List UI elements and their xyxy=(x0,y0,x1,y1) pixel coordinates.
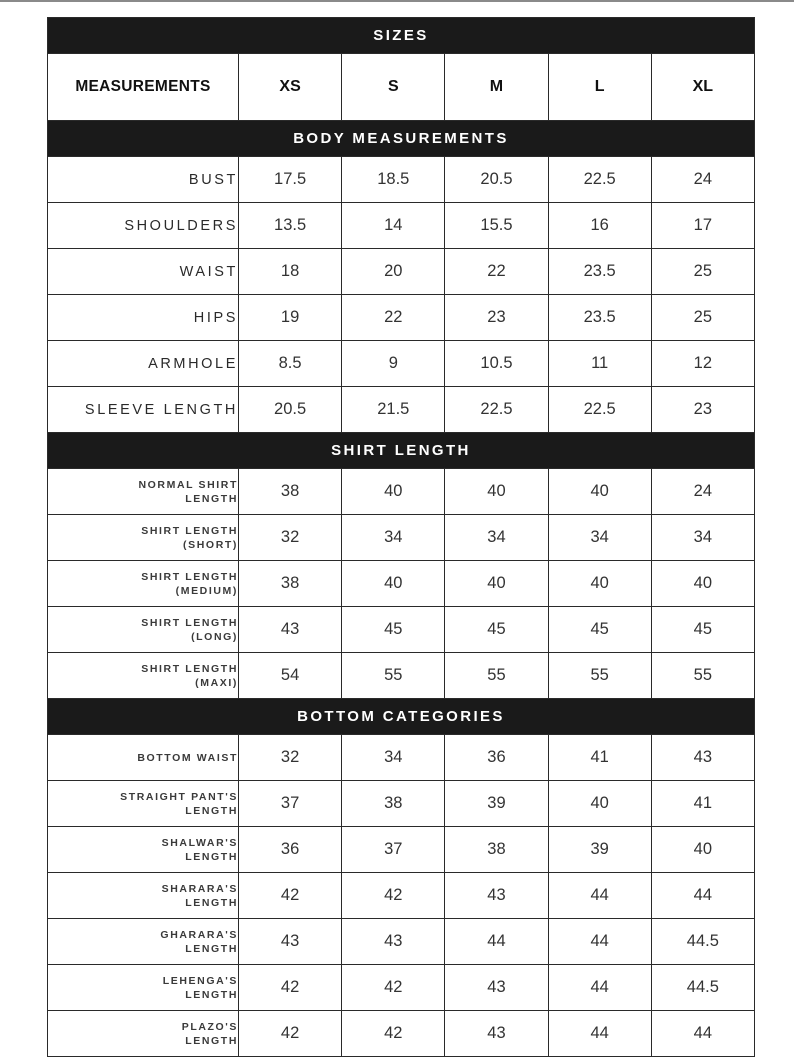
size-value-cell: 11 xyxy=(548,341,651,387)
table-row xyxy=(48,735,755,781)
size-value-cell: 43 xyxy=(651,735,754,781)
size-value-cell: 42 xyxy=(342,873,445,919)
table-row xyxy=(48,249,755,295)
row-label-line: LENGTH xyxy=(185,804,238,817)
size-value-cell: 44 xyxy=(445,919,548,965)
row-label xyxy=(48,735,239,781)
size-value-cell: 40 xyxy=(342,469,445,515)
size-value-cell: 21.5 xyxy=(342,387,445,433)
size-value-cell: 44.5 xyxy=(651,919,754,965)
size-value-cell: 43 xyxy=(445,965,548,1011)
size-value-cell: 34 xyxy=(342,735,445,781)
row-label-line: BUST xyxy=(188,171,238,188)
table-row xyxy=(48,515,755,561)
row-label-line: LEHENGA'S xyxy=(162,974,238,987)
size-value-cell: 41 xyxy=(548,735,651,781)
table-row xyxy=(48,157,755,203)
row-label-line: WAIST xyxy=(179,263,238,280)
row-label xyxy=(48,515,239,561)
size-value-cell: 8.5 xyxy=(239,341,342,387)
size-value-cell: 22 xyxy=(445,249,548,295)
size-chart-table xyxy=(47,17,755,1057)
size-value-cell: 40 xyxy=(651,561,754,607)
row-label xyxy=(48,469,239,515)
size-value-cell: 32 xyxy=(239,735,342,781)
table-row xyxy=(48,965,755,1011)
size-value-cell: 25 xyxy=(651,295,754,341)
size-value-cell: 25 xyxy=(651,249,754,295)
size-value-cell: 22.5 xyxy=(548,157,651,203)
size-value-cell: 38 xyxy=(445,827,548,873)
size-value-cell: 42 xyxy=(342,1011,445,1057)
table-row xyxy=(48,919,755,965)
row-label-line: (MAXI) xyxy=(195,676,238,689)
row-label xyxy=(48,873,239,919)
row-label xyxy=(48,203,239,249)
size-value-cell: 43 xyxy=(239,607,342,653)
row-label xyxy=(48,295,239,341)
row-label-line: LENGTH xyxy=(185,988,238,1001)
row-label xyxy=(48,249,239,295)
size-value-cell: 14 xyxy=(342,203,445,249)
size-value-cell: 24 xyxy=(651,157,754,203)
size-value-cell: 40 xyxy=(548,781,651,827)
size-value-cell: 43 xyxy=(445,873,548,919)
table-row xyxy=(48,341,755,387)
size-value-cell: 38 xyxy=(342,781,445,827)
size-value-cell: 18.5 xyxy=(342,157,445,203)
size-value-cell: 16 xyxy=(548,203,651,249)
sizes-header-bar xyxy=(48,18,755,54)
row-label-line: LENGTH xyxy=(185,850,238,863)
row-label xyxy=(48,341,239,387)
size-value-cell: 54 xyxy=(239,653,342,699)
size-value-cell: 9 xyxy=(342,341,445,387)
row-label-line: SLEEVE LENGTH xyxy=(84,401,238,418)
row-label xyxy=(48,827,239,873)
size-value-cell: 36 xyxy=(239,827,342,873)
size-value-cell: 41 xyxy=(651,781,754,827)
size-value-cell: 44 xyxy=(651,1011,754,1057)
size-column-header-row xyxy=(48,54,755,121)
size-value-cell: 44 xyxy=(651,873,754,919)
size-value-cell: 15.5 xyxy=(445,203,548,249)
size-header-l: L xyxy=(548,54,651,121)
size-value-cell: 12 xyxy=(651,341,754,387)
size-value-cell: 44.5 xyxy=(651,965,754,1011)
size-header-xs: XS xyxy=(239,54,342,121)
row-label xyxy=(48,607,239,653)
row-label-line: (LONG) xyxy=(191,630,238,643)
table-row xyxy=(48,561,755,607)
row-label xyxy=(48,965,239,1011)
size-value-cell: 13.5 xyxy=(239,203,342,249)
row-label-line: LENGTH xyxy=(185,942,238,955)
size-value-cell: 42 xyxy=(239,965,342,1011)
row-label-line: SHIRT LENGTH xyxy=(141,662,238,675)
measurements-header: MEASUREMENTS xyxy=(48,54,239,121)
size-value-cell: 42 xyxy=(342,965,445,1011)
size-value-cell: 34 xyxy=(651,515,754,561)
table-row xyxy=(48,295,755,341)
size-value-cell: 37 xyxy=(342,827,445,873)
size-value-cell: 20.5 xyxy=(445,157,548,203)
size-value-cell: 40 xyxy=(548,469,651,515)
size-value-cell: 55 xyxy=(651,653,754,699)
table-row xyxy=(48,387,755,433)
size-value-cell: 34 xyxy=(548,515,651,561)
row-label xyxy=(48,919,239,965)
size-value-cell: 44 xyxy=(548,873,651,919)
size-value-cell: 24 xyxy=(651,469,754,515)
size-value-cell: 17 xyxy=(651,203,754,249)
table-row xyxy=(48,653,755,699)
size-value-cell: 55 xyxy=(548,653,651,699)
size-header-s: S xyxy=(342,54,445,121)
size-value-cell: 32 xyxy=(239,515,342,561)
size-value-cell: 23.5 xyxy=(548,249,651,295)
row-label xyxy=(48,387,239,433)
row-label-line: SHIRT LENGTH xyxy=(141,524,238,537)
size-value-cell: 42 xyxy=(239,873,342,919)
size-value-cell: 18 xyxy=(239,249,342,295)
row-label-line: NORMAL SHIRT xyxy=(138,478,238,491)
table-row xyxy=(48,781,755,827)
size-value-cell: 38 xyxy=(239,469,342,515)
size-value-cell: 34 xyxy=(342,515,445,561)
row-label xyxy=(48,561,239,607)
row-label xyxy=(48,1011,239,1057)
size-header-xl: XL xyxy=(651,54,754,121)
row-label-line: SHARARA'S xyxy=(161,882,238,895)
section-title: BOTTOM CATEGORIES xyxy=(48,699,755,735)
row-label-line: LENGTH xyxy=(185,492,238,505)
size-value-cell: 20 xyxy=(342,249,445,295)
section-header-bar xyxy=(48,699,755,735)
section-header-bar xyxy=(48,433,755,469)
size-value-cell: 23.5 xyxy=(548,295,651,341)
size-value-cell: 38 xyxy=(239,561,342,607)
row-label-line: SHIRT LENGTH xyxy=(141,570,238,583)
table-row xyxy=(48,1011,755,1057)
size-value-cell: 10.5 xyxy=(445,341,548,387)
row-label-line: (MEDIUM) xyxy=(175,584,238,597)
size-value-cell: 44 xyxy=(548,1011,651,1057)
size-value-cell: 43 xyxy=(445,1011,548,1057)
size-header-m: M xyxy=(445,54,548,121)
size-value-cell: 20.5 xyxy=(239,387,342,433)
table-row xyxy=(48,827,755,873)
top-divider xyxy=(0,0,794,2)
size-value-cell: 39 xyxy=(445,781,548,827)
section-title: BODY MEASUREMENTS xyxy=(48,121,755,157)
row-label-line: BOTTOM WAIST xyxy=(137,751,238,764)
table-row xyxy=(48,469,755,515)
table-row xyxy=(48,873,755,919)
size-value-cell: 40 xyxy=(445,561,548,607)
size-value-cell: 39 xyxy=(548,827,651,873)
size-value-cell: 45 xyxy=(342,607,445,653)
section-header-bar xyxy=(48,121,755,157)
size-value-cell: 40 xyxy=(445,469,548,515)
size-value-cell: 40 xyxy=(342,561,445,607)
size-value-cell: 19 xyxy=(239,295,342,341)
size-value-cell: 40 xyxy=(651,827,754,873)
size-value-cell: 45 xyxy=(445,607,548,653)
size-value-cell: 22 xyxy=(342,295,445,341)
size-value-cell: 23 xyxy=(651,387,754,433)
row-label-line: ARMHOLE xyxy=(148,355,238,372)
table-row xyxy=(48,203,755,249)
size-value-cell: 22.5 xyxy=(445,387,548,433)
size-value-cell: 17.5 xyxy=(239,157,342,203)
size-value-cell: 36 xyxy=(445,735,548,781)
size-value-cell: 45 xyxy=(548,607,651,653)
row-label-line: SHOULDERS xyxy=(124,217,238,234)
size-value-cell: 42 xyxy=(239,1011,342,1057)
row-label-line: LENGTH xyxy=(185,1034,238,1047)
row-label-line: HIPS xyxy=(193,309,238,326)
size-value-cell: 22.5 xyxy=(548,387,651,433)
row-label-line: SHALWAR'S xyxy=(161,836,238,849)
size-value-cell: 23 xyxy=(445,295,548,341)
row-label xyxy=(48,157,239,203)
row-label xyxy=(48,653,239,699)
size-value-cell: 55 xyxy=(445,653,548,699)
section-title: SHIRT LENGTH xyxy=(48,433,755,469)
size-value-cell: 44 xyxy=(548,965,651,1011)
size-value-cell: 44 xyxy=(548,919,651,965)
size-value-cell: 40 xyxy=(548,561,651,607)
row-label-line: GHARARA'S xyxy=(160,928,238,941)
size-value-cell: 34 xyxy=(445,515,548,561)
row-label-line: SHIRT LENGTH xyxy=(141,616,238,629)
row-label xyxy=(48,781,239,827)
sizes-title: SIZES xyxy=(48,18,755,54)
size-value-cell: 43 xyxy=(239,919,342,965)
size-value-cell: 43 xyxy=(342,919,445,965)
table-row xyxy=(48,607,755,653)
size-value-cell: 55 xyxy=(342,653,445,699)
row-label-line: PLAZO'S xyxy=(181,1020,238,1033)
size-value-cell: 45 xyxy=(651,607,754,653)
size-value-cell: 37 xyxy=(239,781,342,827)
row-label-line: STRAIGHT PANT'S xyxy=(120,790,238,803)
row-label-line: (SHORT) xyxy=(183,538,238,551)
row-label-line: LENGTH xyxy=(185,896,238,909)
